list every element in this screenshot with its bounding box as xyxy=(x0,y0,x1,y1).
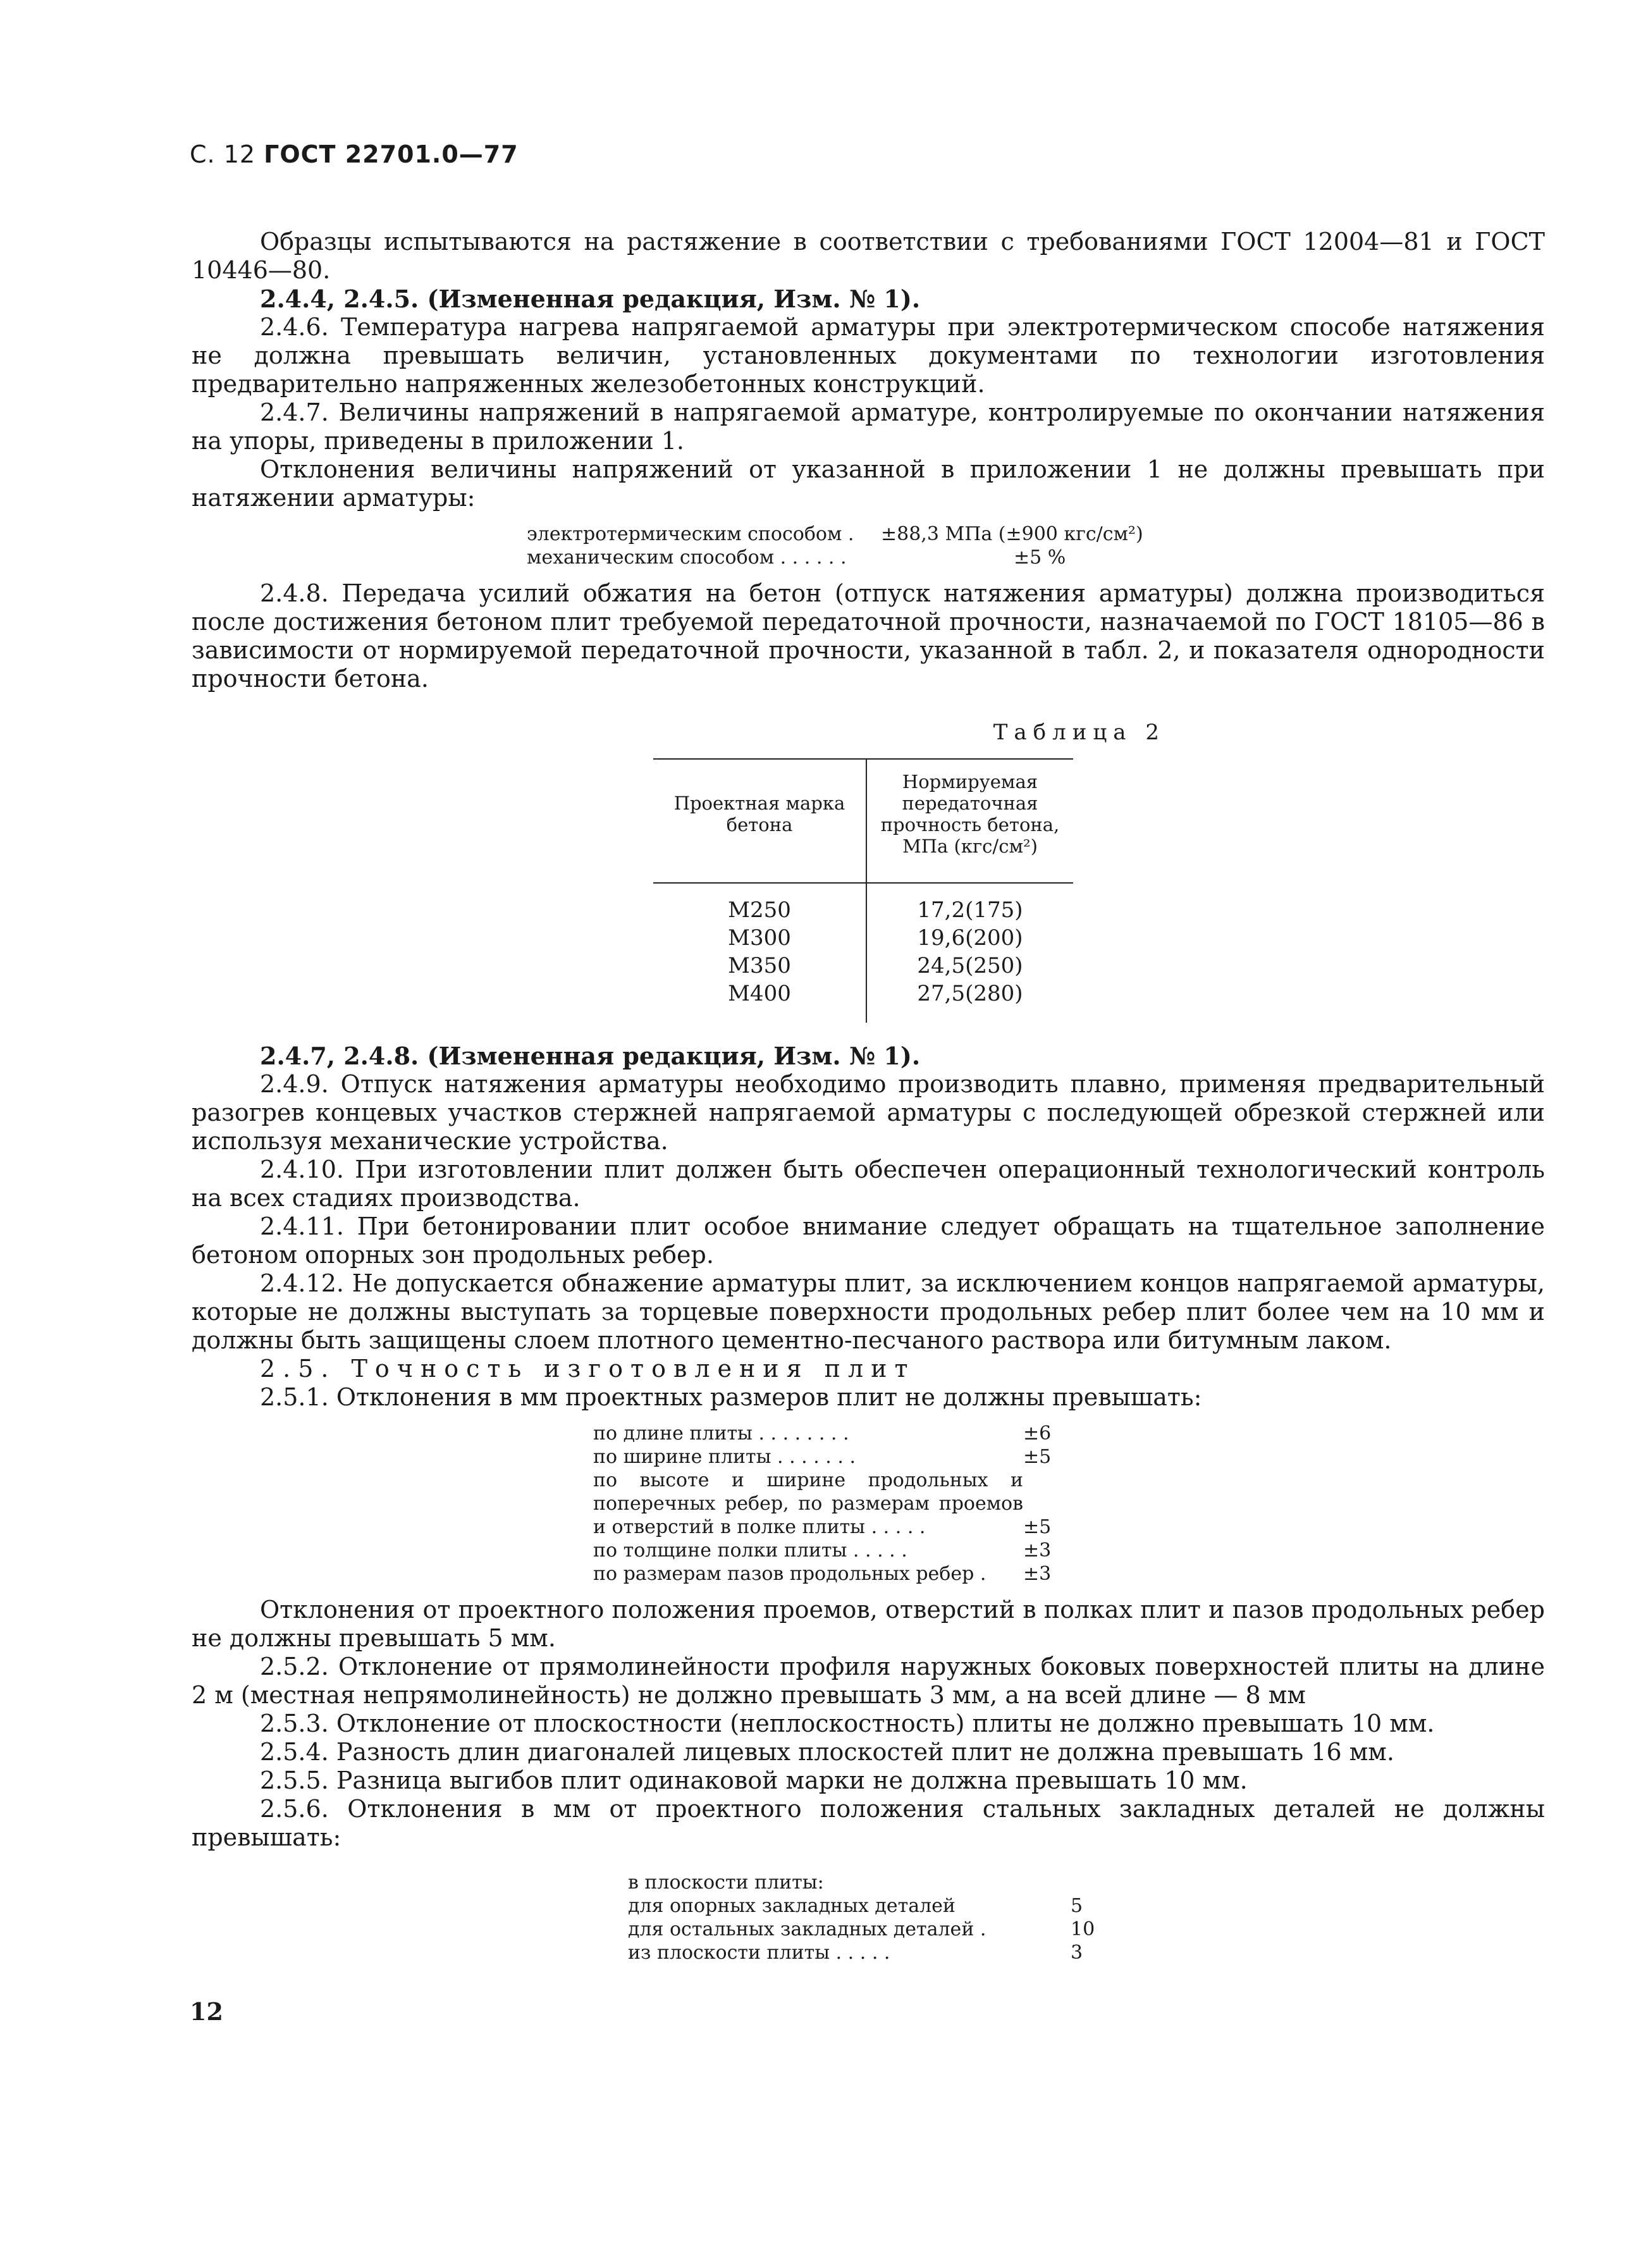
strength-cell: 19,6(200) xyxy=(866,924,1073,952)
size-deviation-list xyxy=(593,1422,1074,1586)
tension-deviation-list xyxy=(527,522,1545,569)
list-item: по толщине полки плиты . . . . . ±3 xyxy=(593,1539,1052,1562)
document-body xyxy=(192,228,1545,1975)
table-caption: Таблица 2 xyxy=(993,720,1165,745)
paragraph: 2.5.2. Отклонение от прямолинейности профиля наружных боковых поверхностей плиты на длине 2 м (местная непрямолинейность) не должно превышать 3 мм, а на всей длине — 8 мм xyxy=(192,1653,1545,1709)
paragraph: 2.4.6. Температура нагрева напрягаемой арматуры при электротермическом способе натяжения не должна превышать величин, установленных документами по технологии изготовления предварительно напряженных железобетонных конструкций. xyxy=(192,313,1545,398)
paragraph: 2.4.11. При бетонировании плит особое внимание следует обращать на тщательное заполнение бетоном опорных зон продольных ребер. xyxy=(192,1212,1545,1269)
table-row xyxy=(653,952,1073,980)
grade-cell: М300 xyxy=(728,925,791,951)
list-item: механическим способом . . . . . . ±5 % xyxy=(527,546,1066,569)
paragraph: Отклонения от проектного положения проемов, отверстий в полках плит и пазов продольных ребер не должны превышать 5 мм. xyxy=(192,1596,1545,1652)
standard-number: ГОСТ 22701.0—77 xyxy=(264,140,519,168)
paragraph: 2.4.9. Отпуск натяжения арматуры необходимо производить плавно, применяя предварительный разогрев концевых участков стержней напрягаемой арматуры с последующей обрезкой стержней или используя механические устройства. xyxy=(192,1070,1545,1155)
paragraph: 2.5.6. Отклонения в мм от проектного положения стальных закладных деталей не должны превышать: xyxy=(192,1795,1545,1851)
page-header xyxy=(190,140,519,168)
grade-cell: М350 xyxy=(728,953,791,978)
paragraph: 2.4.7. Величины напряжений в напрягаемой арматуре, контролируемые по окончании натяжения на упоры, приведены в приложении 1. xyxy=(192,398,1545,455)
list-item: по высоте и ширине продольных и поперечных ребер, по размерам проемов и отверстий в полке плиты . . . . . ±5 xyxy=(593,1469,1052,1538)
table-2 xyxy=(653,758,1073,1023)
paragraph: 2.4.10. При изготовлении плит должен быть обеспечен операционный технологический контроль на всех стадиях производства. xyxy=(192,1156,1545,1212)
list-item: в плоскости плиты: xyxy=(628,1871,824,1894)
list-item: из плоскости плиты . . . . . 3 xyxy=(628,1942,1083,1964)
list-item: по ширине плиты . . . . . . . ±5 xyxy=(593,1446,1052,1468)
paragraph: Образцы испытываются на растяжение в соответствии с требованиями ГОСТ 12004—81 и ГОСТ 10446—80. xyxy=(192,228,1545,284)
page-number: 12 xyxy=(190,1997,223,2026)
strength-cell: 17,2(175) xyxy=(866,883,1073,924)
paragraph: 2.5.5. Разница выгибов плит одинаковой марки не должна превышать 10 мм. xyxy=(260,1766,1248,1794)
list-item: по длине плиты . . . . . . . . ±6 xyxy=(593,1422,1052,1445)
paragraph: 2.5.4. Разность длин диагоналей лицевых плоскостей плит не должна превышать 16 мм. xyxy=(260,1738,1394,1766)
embedded-deviation-list xyxy=(628,1871,1545,1964)
table-row xyxy=(653,924,1073,952)
column-header: Нормируемая передаточная прочность бетона, МПа (кгс/см²) xyxy=(866,759,1073,883)
grade-cell: М400 xyxy=(728,981,791,1006)
paragraph: 2.4.12. Не допускается обнажение арматуры плит, за исключением концов напрягаемой арматуры, которые не должны выступать за торцевые поверхности продольных ребер плит более чем на 10 мм и должны быть защищены слоем плотного цементно-песчаного раствора или битумным лаком. xyxy=(192,1269,1545,1354)
column-header: Проектная марка бетона xyxy=(653,759,866,883)
paragraph: 2.4.8. Передача усилий обжатия на бетон (отпуск натяжения арматуры) должна производиться после достижения бетоном плит требуемой передаточной прочности, назначаемой по ГОСТ 18105—86 в зависимости от нормируемой передаточной прочности, указанной в табл. 2, и показателя однородности прочности бетона. xyxy=(192,579,1545,693)
strength-cell: 24,5(250) xyxy=(866,952,1073,980)
list-item: для опорных закладных деталей 5 xyxy=(628,1895,1083,1917)
list-item: электротермическим способом . ±88,3 МПа (±900 кгс/см²) xyxy=(527,523,1143,545)
amendment-note: 2.4.4, 2.4.5. (Измененная редакция, Изм. № 1). xyxy=(260,285,921,313)
amendment-note: 2.4.7, 2.4.8. (Измененная редакция, Изм. № 1). xyxy=(260,1042,921,1070)
paragraph: 2.5.3. Отклонение от плоскостности (неплоскостность) плиты не должно превышать 10 мм. xyxy=(260,1710,1435,1737)
strength-cell: 27,5(280) xyxy=(866,980,1073,1023)
paragraph: Отклонения величины напряжений от указанной в приложении 1 не должны превышать при натяжении арматуры: xyxy=(192,455,1545,512)
page-prefix: С. 12 xyxy=(190,140,256,168)
list-item: для остальных закладных деталей . 10 xyxy=(628,1918,1095,1940)
section-title: 2.5. Точность изготовления плит xyxy=(260,1355,916,1383)
paragraph: 2.5.1. Отклонения в мм проектных размеров плит не должны превышать: xyxy=(260,1383,1202,1411)
table-row xyxy=(653,883,1073,924)
list-item: по размерам пазов продольных ребер . ±3 xyxy=(593,1563,1052,1585)
table-row xyxy=(653,980,1073,1023)
grade-cell: М250 xyxy=(728,897,791,923)
